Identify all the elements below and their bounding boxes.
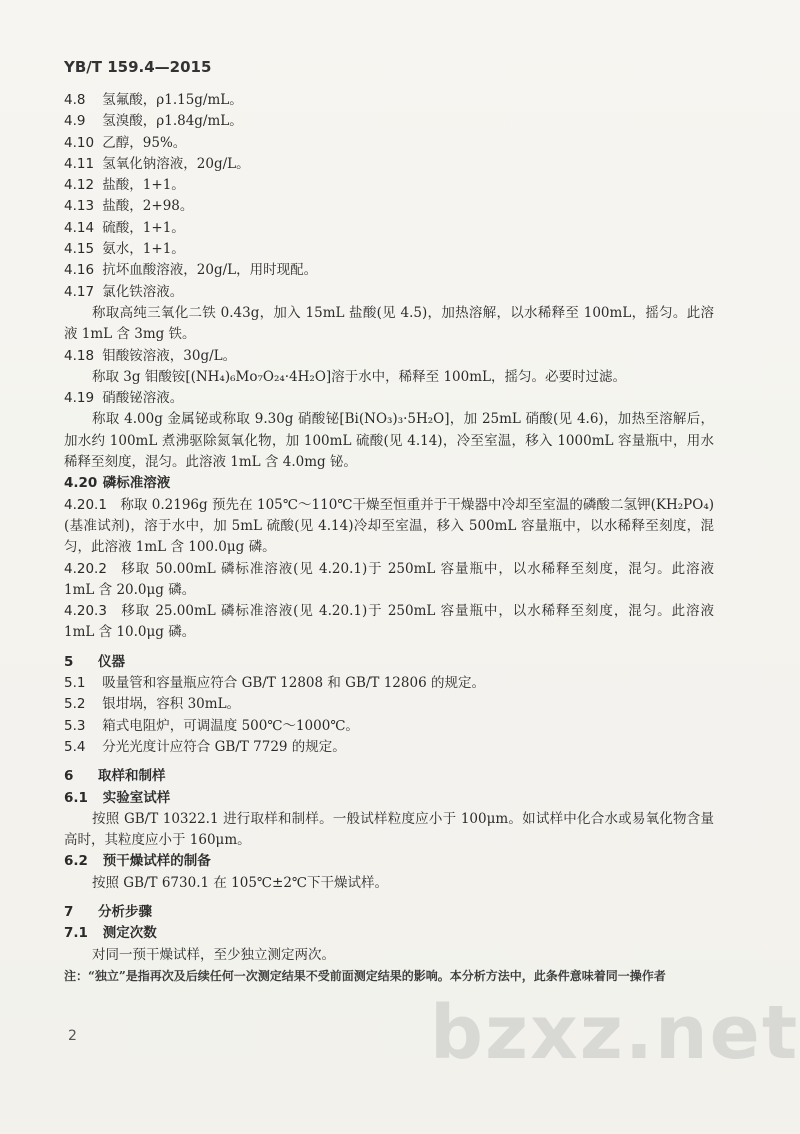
item-4-17 <box>64 282 714 303</box>
heading-6-2 <box>64 851 714 872</box>
paragraph-4-20-3 <box>64 601 714 644</box>
clause-text: 硝酸铋溶液。 <box>102 390 184 407</box>
paragraph-4-17: 称取高纯三氧化二铁 0.43g，加入 15mL 盐酸(见 4.5)，加热溶解，以水稀释至 100mL，摇匀。此溶液 1mL 含 3mg 铁。 <box>64 304 714 343</box>
clause-number: 4.20.1 <box>64 496 107 513</box>
section-title: 分析步骤 <box>98 903 152 920</box>
section-7-heading <box>64 902 714 923</box>
item-4-15 <box>64 239 714 260</box>
clause-number: 4.16 <box>64 262 95 279</box>
clause-text: 钼酸铵溶液，30g/L。 <box>102 347 237 364</box>
section-title: 仪器 <box>98 653 125 670</box>
section-title: 取样和制样 <box>98 768 166 785</box>
item-5-2 <box>64 694 714 715</box>
item-4-19 <box>64 388 714 409</box>
section-number: 5 <box>64 653 74 670</box>
item-4-16 <box>64 260 714 281</box>
paragraph-6-1: 按照 GB/T 10322.1 进行取样和制样。一般试样粒度应小于 100μm。如试样中化合水或易氧化物含量高时，其粒度应小于 160μm。 <box>64 810 714 849</box>
clause-number: 7.1 <box>64 925 88 942</box>
clause-text: 移取 50.00mL 磷标准溶液(见 4.20.1)于 250mL 容量瓶中，以水稀释至刻度，混匀。此溶液 1mL 含 20.0μg 磷。 <box>64 560 714 598</box>
clause-text: 箱式电阻炉，可调温度 500℃～1000℃。 <box>102 717 359 734</box>
clause-number: 5.1 <box>64 675 86 692</box>
clause-text: 银坩埚，容积 30mL。 <box>102 696 241 713</box>
item-5-1 <box>64 673 714 694</box>
section-5-heading <box>64 652 714 673</box>
item-4-12 <box>64 175 714 196</box>
clause-number: 4.19 <box>64 390 95 407</box>
clause-text: 乙醇，95%。 <box>102 134 187 151</box>
clause-number: 4.8 <box>64 92 86 108</box>
clause-number: 6.2 <box>64 853 88 870</box>
item-5-4 <box>64 737 714 758</box>
clause-text: 硫酸，1+1。 <box>102 219 185 236</box>
paragraph-6-2: 按照 GB/T 6730.1 在 105℃±2℃下干燥试样。 <box>92 874 389 891</box>
clause-title: 预干燥试样的制备 <box>102 853 211 870</box>
paragraph-4-20-1 <box>64 495 714 559</box>
watermark: bzxz.net <box>430 990 800 1076</box>
clause-number: 5.2 <box>64 696 86 713</box>
item-4-13 <box>64 196 714 217</box>
clause-text: 移取 25.00mL 磷标准溶液(见 4.20.1)于 250mL 容量瓶中，以水稀释至刻度，混匀。此溶液 1mL 含 10.0μg 磷。 <box>64 603 714 641</box>
heading-7-1 <box>64 923 714 944</box>
clause-text: 分光光度计应符合 GB/T 7729 的规定。 <box>102 738 346 755</box>
clause-number: 4.18 <box>64 347 95 364</box>
clause-text: 氯化铁溶液。 <box>102 283 184 300</box>
clause-number: 4.12 <box>64 177 95 194</box>
section-number: 7 <box>64 903 74 920</box>
clause-title: 磷标准溶液 <box>102 475 171 492</box>
clause-number: 4.17 <box>64 283 95 300</box>
clause-number: 4.20 <box>64 475 98 492</box>
clause-number: 4.20.3 <box>64 603 107 620</box>
item-4-8 <box>64 90 714 111</box>
item-4-11 <box>64 154 714 175</box>
clause-text: 盐酸，1+1。 <box>102 177 185 194</box>
clause-text: 吸量管和容量瓶应符合 GB/T 12808 和 GB/T 12806 的规定。 <box>102 675 485 692</box>
clause-number: 4.9 <box>64 113 86 130</box>
clause-title: 测定次数 <box>102 925 157 942</box>
clause-number: 5.3 <box>64 717 86 734</box>
clause-number: 4.14 <box>64 219 95 236</box>
clause-text: 抗坏血酸溶液，20g/L，用时现配。 <box>102 262 318 279</box>
clause-text: 盐酸，2+98。 <box>102 198 194 215</box>
item-4-14 <box>64 218 714 239</box>
item-4-18 <box>64 346 714 367</box>
clause-text: 氢溴酸，ρ1.84g/mL。 <box>102 113 243 130</box>
clause-text: 氢氧化钠溶液，20g/L。 <box>102 155 250 172</box>
item-4-9 <box>64 111 714 132</box>
clause-text: 氨水，1+1。 <box>102 241 185 258</box>
heading-6-1 <box>64 788 714 809</box>
clause-number: 5.4 <box>64 738 86 755</box>
page-number: 2 <box>68 1028 77 1044</box>
clause-number: 4.13 <box>64 198 95 215</box>
clause-text: 称取 0.2196g 预先在 105℃～110℃干燥至恒重并于干燥器中冷却至室温的磷酸二氢钾(KH₂PO₄)(基准试剂)，溶于水中，加 5mL 硫酸(见 4.14)冷却至室温，移入 500mL 容量瓶中，以水稀释至刻度，混匀，此溶液 1mL 含 100.0μg 磷。 <box>64 496 714 556</box>
section-6-heading <box>64 766 714 787</box>
note-independent: 注：“独立”是指再次及后续任何一次测定结果不受前面测定结果的影响。本分析方法中，此条件意味着同一操作者 <box>64 968 666 983</box>
clause-text: 氢氟酸，ρ1.15g/mL。 <box>102 92 243 108</box>
standard-number-header: YB/T 159.4—2015 <box>64 58 212 76</box>
paragraph-4-20-2 <box>64 559 714 602</box>
item-5-3 <box>64 716 714 737</box>
clause-title: 实验室试样 <box>102 789 171 806</box>
heading-4-20 <box>64 473 714 494</box>
paragraph-4-18: 称取 3g 钼酸铵[(NH₄)₆Mo₇O₂₄·4H₂O]溶于水中，稀释至 100mL，摇匀。必要时过滤。 <box>92 368 627 385</box>
clause-number: 4.10 <box>64 134 95 151</box>
paragraph-4-19: 称取 4.00g 金属铋或称取 9.30g 硝酸铋[Bi(NO₃)₃·5H₂O]，加 25mL 硝酸(见 4.6)，加热至溶解后，加水约 100mL 煮沸驱除氮氧化物，加 100mL 硫酸(见 4.14)，冷至室温，移入 1000mL 容量瓶中，用水稀释至刻度，混匀。此溶液 1mL 含 4.0mg 铋。 <box>64 411 714 471</box>
clause-number: 4.15 <box>64 241 95 258</box>
section-number: 6 <box>64 768 74 785</box>
clause-number: 4.11 <box>64 155 95 172</box>
paragraph-7-1: 对同一预干燥试样，至少独立测定两次。 <box>92 946 335 963</box>
item-4-10 <box>64 133 714 154</box>
clause-number: 4.20.2 <box>64 560 107 577</box>
clause-number: 6.1 <box>64 789 88 806</box>
document-body <box>64 90 714 987</box>
